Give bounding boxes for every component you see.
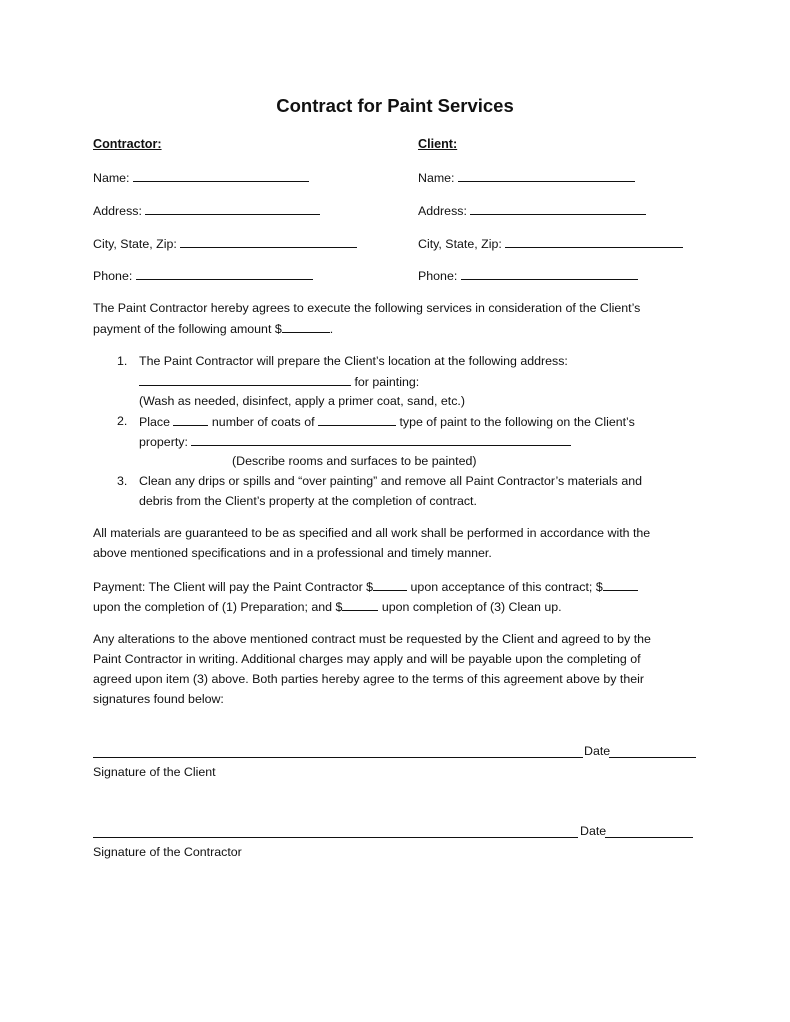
payment-acceptance-field[interactable] — [373, 578, 407, 591]
client-date-line[interactable] — [609, 757, 696, 758]
contractor-signature-line[interactable] — [93, 837, 578, 838]
payment-acceptance-label: Payment: The Client will pay the Paint Contractor $ — [93, 580, 374, 594]
client-phone-label: Phone: — [418, 269, 458, 283]
paint-type-field[interactable] — [318, 413, 396, 426]
item-2-line-1 — [139, 413, 635, 430]
client-city-row — [418, 235, 683, 252]
client-signature-label: Signature of the Client — [93, 765, 216, 779]
item-3-line-1: Clean any drips or spills and “over painting” and remove all Paint Contractor’s materials and — [139, 474, 642, 488]
payment-preparation-label: upon acceptance of this contract; $ — [410, 580, 603, 594]
contractor-name-label: Name: — [93, 171, 130, 185]
payment-cleanup-field[interactable] — [342, 598, 378, 611]
payment-cleanup-label: upon completion of (3) Clean up. — [381, 600, 562, 614]
intro-amount-label: payment of the following amount $ — [93, 322, 282, 336]
item-2-line-3: (Describe rooms and surfaces to be painted) — [232, 454, 477, 468]
payment-line-1 — [93, 578, 638, 595]
contractor-phone-row — [93, 267, 313, 284]
contract-amount-field[interactable] — [282, 320, 330, 333]
contractor-city-row — [93, 235, 357, 252]
item-1-address-field[interactable] — [139, 373, 351, 386]
client-address-label: Address: — [418, 204, 467, 218]
client-phone-row — [418, 267, 638, 284]
alterations-line-4: signatures found below: — [93, 692, 224, 706]
item-2-place-label: Place — [139, 415, 170, 429]
client-address-field[interactable] — [470, 202, 646, 215]
contractor-name-row — [93, 169, 309, 186]
item-2-coats-label: number of coats of — [211, 415, 315, 429]
document-title: Contract for Paint Services — [276, 95, 514, 116]
item-2-line-2 — [139, 433, 571, 450]
item-1-line-3: (Wash as needed, disinfect, apply a primer coat, sand, etc.) — [139, 394, 465, 408]
client-phone-field[interactable] — [461, 267, 638, 280]
payment-preparation-completion-label: upon the completion of (1) Preparation; and $ — [93, 600, 343, 614]
alterations-line-3: agreed upon item (3) above. Both parties hereby agree to the terms of this agreement above by their — [93, 672, 645, 686]
item-2-paint-label: type of paint to the following on the Client’s — [399, 415, 635, 429]
client-date-label: Date — [584, 744, 611, 758]
client-name-field[interactable] — [458, 169, 635, 182]
intro-period: . — [329, 322, 334, 336]
client-city-label: City, State, Zip: — [418, 237, 502, 251]
intro-line-2 — [93, 320, 333, 337]
contractor-date-label: Date — [580, 824, 607, 838]
client-name-label: Name: — [418, 171, 455, 185]
payment-preparation-field[interactable] — [603, 578, 638, 591]
alterations-line-1: Any alterations to the above mentioned contract must be requested by the Client and agreed to by the — [93, 632, 651, 646]
contractor-address-row — [93, 202, 320, 219]
contractor-city-label: City, State, Zip: — [93, 237, 177, 251]
item-2-number: 2. — [117, 414, 128, 428]
guarantee-line-2: above mentioned specifications and in a professional and timely manner. — [93, 546, 492, 560]
client-city-field[interactable] — [505, 235, 683, 248]
item-1-line-2 — [139, 373, 419, 390]
contractor-phone-field[interactable] — [136, 267, 313, 280]
item-2-property-label: property: — [139, 435, 188, 449]
contractor-signature-label: Signature of the Contractor — [93, 845, 242, 859]
payment-line-2 — [93, 598, 562, 615]
item-1-number: 1. — [117, 354, 128, 368]
contractor-phone-label: Phone: — [93, 269, 133, 283]
item-3-line-2: debris from the Client’s property at the completion of contract. — [139, 494, 477, 508]
item-3-number: 3. — [117, 474, 128, 488]
intro-line-1: The Paint Contractor hereby agrees to execute the following services in consideration of the Client’s — [93, 301, 641, 315]
contractor-name-field[interactable] — [133, 169, 309, 182]
client-address-row — [418, 202, 646, 219]
coats-count-field[interactable] — [173, 413, 208, 426]
contractor-address-field[interactable] — [145, 202, 320, 215]
client-signature-line[interactable] — [93, 757, 583, 758]
contractor-date-line[interactable] — [605, 837, 693, 838]
guarantee-line-1: All materials are guaranteed to be as specified and all work shall be performed in accordance with the — [93, 526, 651, 540]
property-description-field[interactable] — [191, 433, 571, 446]
item-1-for-painting: for painting: — [354, 375, 420, 389]
client-name-row — [418, 169, 635, 186]
contractor-heading: Contractor: — [93, 137, 162, 151]
item-1-line-1: The Paint Contractor will prepare the Client’s location at the following address: — [139, 354, 568, 368]
contractor-address-label: Address: — [93, 204, 142, 218]
client-heading: Client: — [418, 137, 458, 151]
alterations-line-2: Paint Contractor in writing. Additional charges may apply and will be payable upon the completing of — [93, 652, 641, 666]
contractor-city-field[interactable] — [180, 235, 357, 248]
